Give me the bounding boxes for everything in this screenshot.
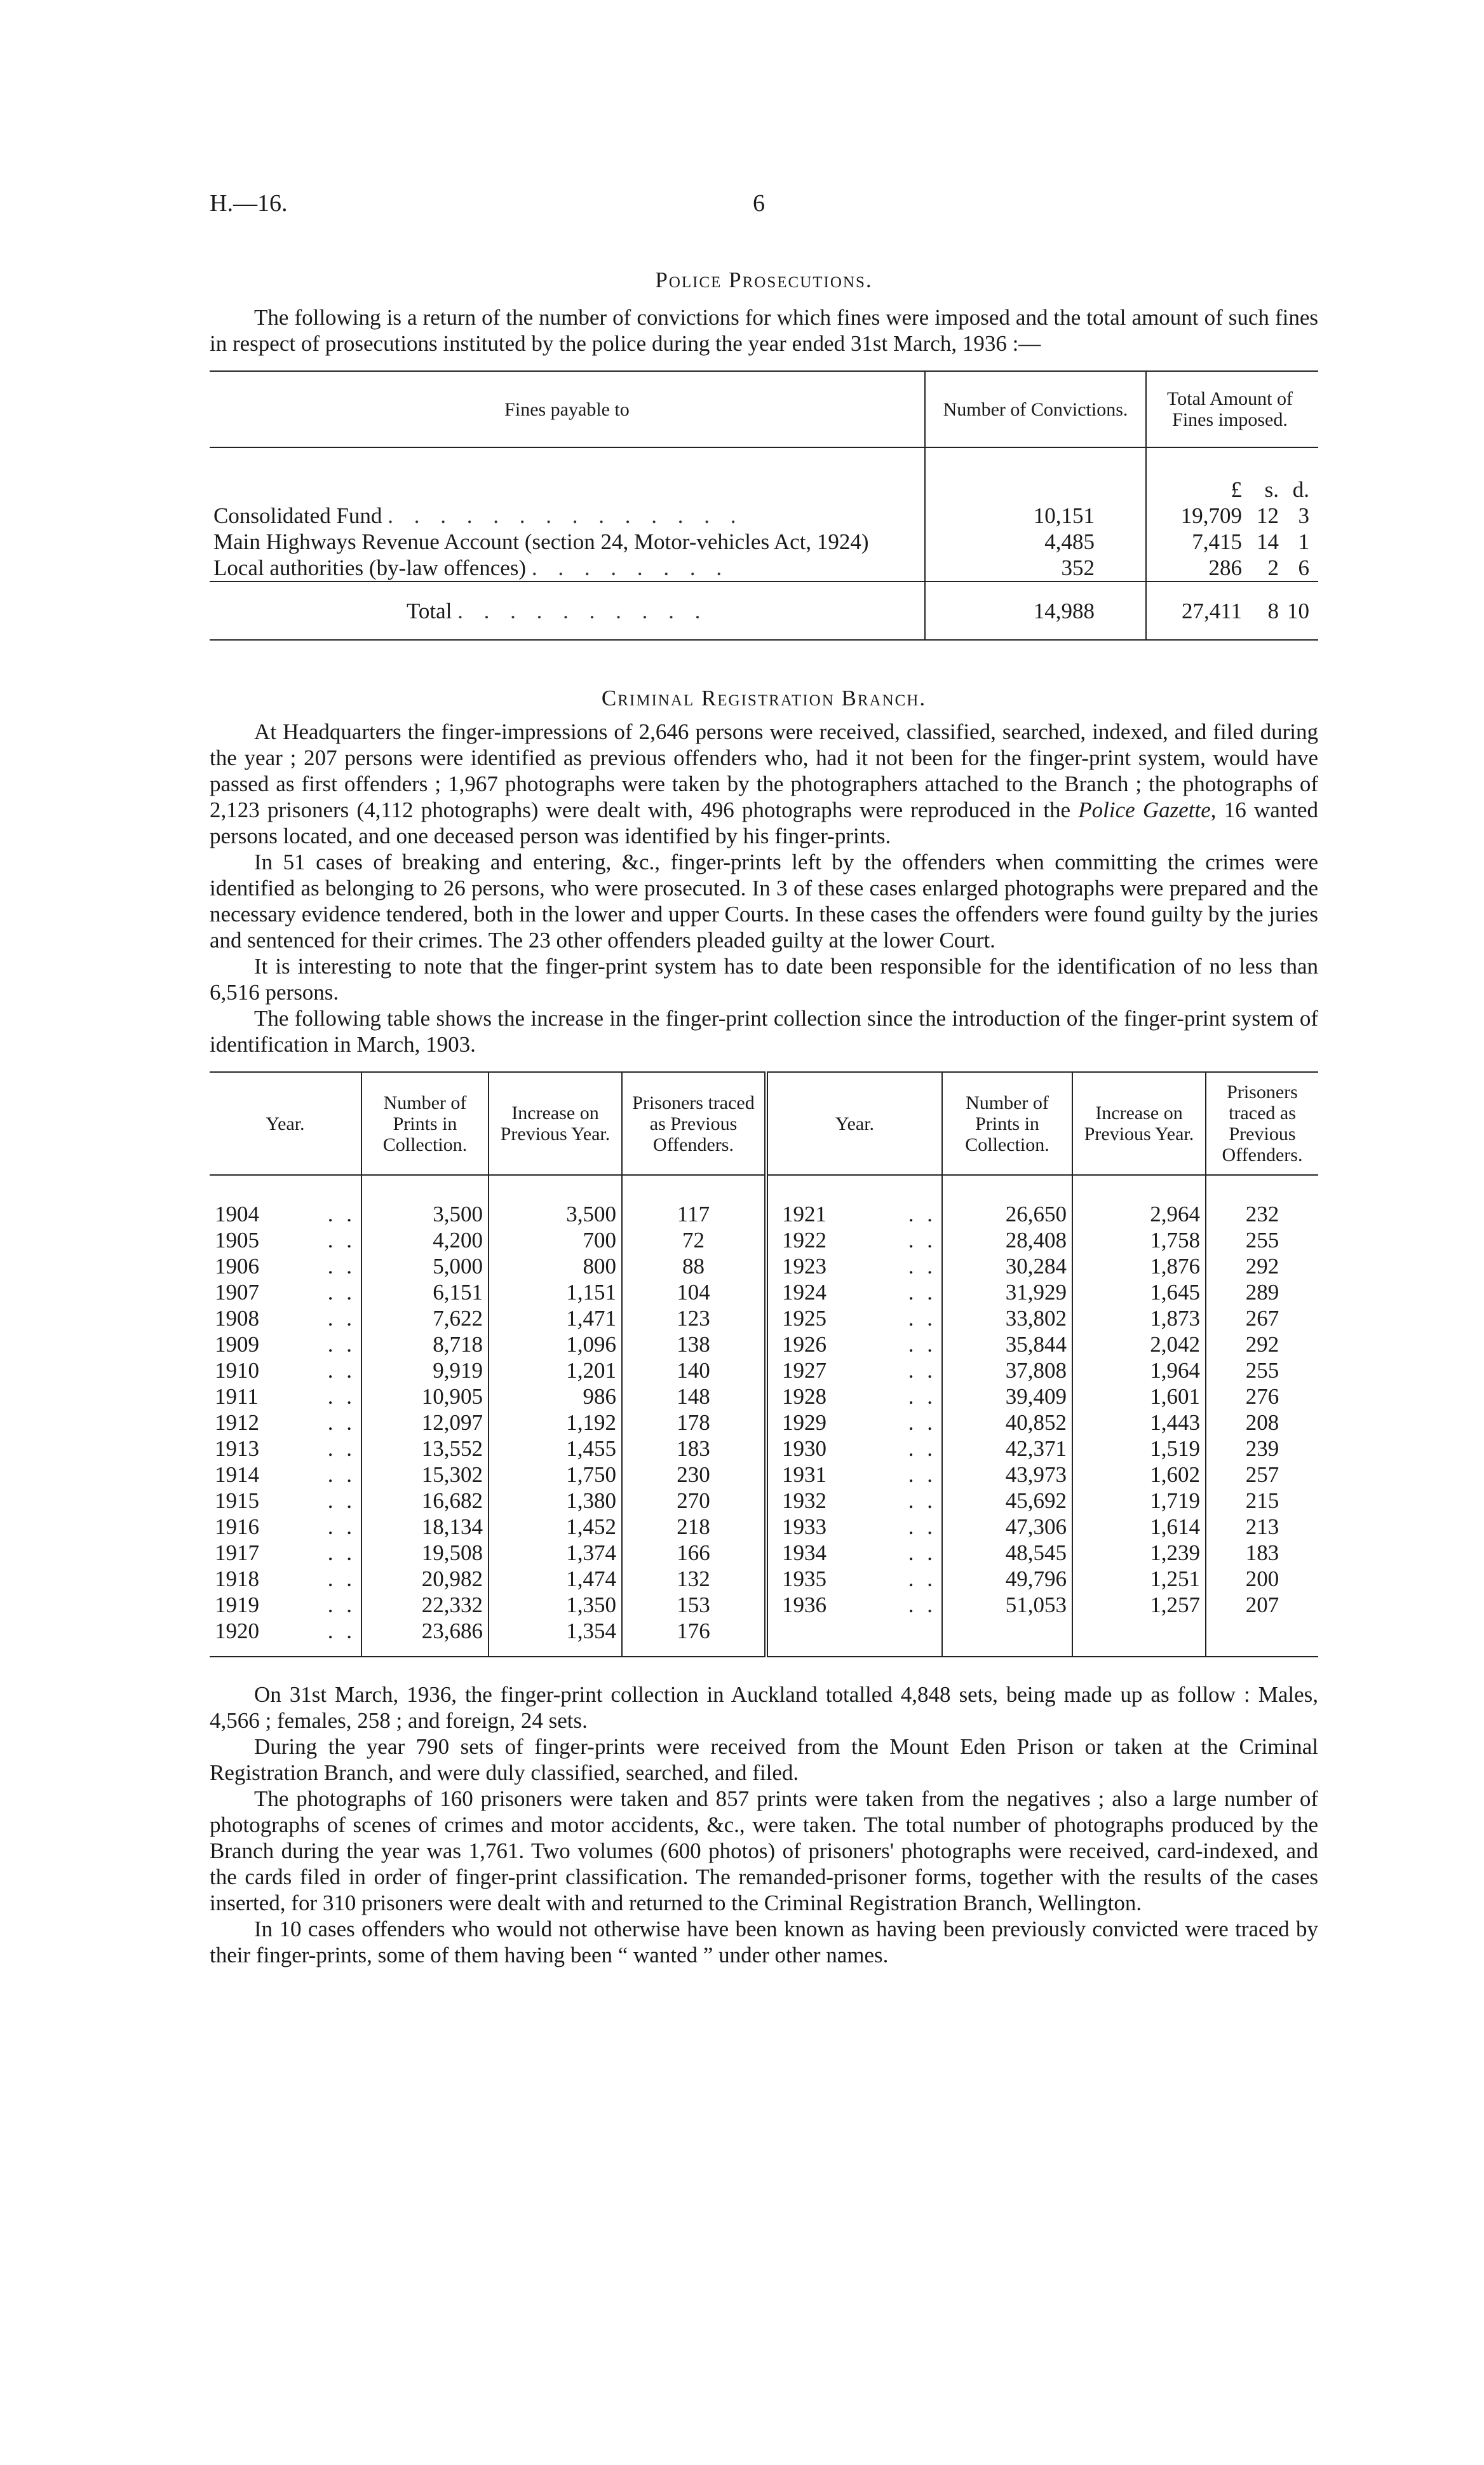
empty-cell [1072,1618,1206,1657]
year-cell [766,1592,942,1618]
amount-value [1172,555,1309,581]
year-cell [766,1305,942,1331]
leader-dots: . . [327,1254,356,1279]
table-row [210,555,1318,581]
year-value: 1904 [215,1202,259,1226]
table-row [210,1488,1318,1514]
year-cell [766,1409,942,1436]
year-value: 1921 [782,1202,826,1226]
column-header-increase: Increase on Previous Year. [489,1072,622,1175]
row-label: Local authorities (by-law offences) [213,555,527,580]
leader-dots: . . [327,1566,356,1591]
year-cell [766,1540,942,1566]
table-row [210,1436,1318,1462]
column-header-increase: Increase on Previous Year. [1072,1072,1206,1175]
year-value: 1931 [782,1462,826,1487]
prints-value: 12,097 [361,1409,489,1436]
year-value: 1920 [215,1619,259,1643]
traced-value: 176 [622,1618,766,1657]
traced-value: 255 [1206,1357,1318,1383]
leader-dots: . . [908,1332,936,1357]
year-cell [210,1592,361,1618]
leader-dots: . . [327,1332,356,1357]
year-value: 1930 [782,1436,826,1461]
convictions-value: 4,485 [925,529,1146,555]
year-cell [210,1331,361,1357]
year-cell [766,1227,942,1253]
column-header-year: Year. [210,1072,361,1175]
amount-value [1172,503,1309,529]
increase-value: 1,239 [1072,1540,1206,1566]
increase-value: 1,350 [489,1592,622,1618]
criminal-paragraph-3: It is interesting to note that the finger-print system has to date been responsible for the identification of no less than 6,516 persons. [210,954,1318,1005]
prints-value: 30,284 [942,1253,1072,1279]
leader-dots: . . [908,1254,936,1279]
table-row [210,1201,1318,1227]
prints-value: 28,408 [942,1227,1072,1253]
year-value: 1916 [215,1514,259,1539]
traced-value: 208 [1206,1409,1318,1436]
year-cell [766,1436,942,1462]
traced-value: 88 [622,1253,766,1279]
traced-value: 140 [622,1357,766,1383]
leader-dots: . . [327,1592,356,1617]
prints-value: 22,332 [361,1592,489,1618]
prints-value: 16,682 [361,1488,489,1514]
table-row [210,1227,1318,1253]
increase-value: 800 [489,1253,622,1279]
criminal-paragraph-2: In 51 cases of breaking and entering, &c., finger-prints left by the offenders when committing the crimes were identified as belonging to 26 persons, who were prosecuted. In 3 of these cases enlarged photographs were prepared and the necessary evidence tendered, both in the lower and upper Courts. In these cases the offenders were found guilty by the juries and sentenced for their crimes. The 23 other offenders pleaded guilty at the lower Court. [210,850,1318,953]
pence-label: d. [1292,477,1309,502]
year-value: 1910 [215,1358,259,1383]
year-cell [210,1227,361,1253]
traced-value: 138 [622,1331,766,1357]
document-page [210,191,1318,1968]
criminal-registration-heading: Criminal Registration Branch. [601,686,927,710]
year-value: 1933 [782,1514,826,1539]
spacer-row [210,1175,1318,1201]
pounds-value: 19,709 [1180,503,1242,528]
traced-value: 289 [1206,1279,1318,1305]
increase-value: 1,096 [489,1331,622,1357]
traced-value: 292 [1206,1331,1318,1357]
prints-value: 3,500 [361,1201,489,1227]
prints-value: 51,053 [942,1592,1072,1618]
convictions-value: 352 [925,555,1146,581]
table-row [210,503,1318,529]
table-header-row [210,1072,1318,1175]
prints-value: 4,200 [361,1227,489,1253]
total-amount [1172,598,1309,624]
prints-value: 26,650 [942,1201,1072,1227]
traced-value: 292 [1206,1253,1318,1279]
year-cell [766,1383,942,1409]
year-value: 1924 [782,1280,826,1305]
leader-dots: . . [908,1280,936,1305]
prints-value: 18,134 [361,1514,489,1540]
table-row [210,1592,1318,1618]
year-cell [766,1201,942,1227]
increase-value: 1,443 [1072,1409,1206,1436]
table-row [210,1462,1318,1488]
year-cell [766,1253,942,1279]
increase-value: 1,380 [489,1488,622,1514]
traced-value: 232 [1206,1201,1318,1227]
pounds-label: £ [1231,477,1242,502]
year-value: 1929 [782,1410,826,1435]
traced-value: 166 [622,1540,766,1566]
traced-value: 207 [1206,1592,1318,1618]
year-value: 1925 [782,1306,826,1331]
prints-value: 10,905 [361,1383,489,1409]
traced-value: 239 [1206,1436,1318,1462]
amount-value [1172,529,1309,555]
increase-value: 1,873 [1072,1305,1206,1331]
leader-dots: . . [327,1202,356,1226]
year-cell [766,1331,942,1357]
leader-dots: . . [327,1228,356,1253]
prints-value: 45,692 [942,1488,1072,1514]
leader-dots: . . . . . . . . . . [457,598,708,623]
leader-dots: . . [327,1410,356,1435]
traced-value: 276 [1206,1383,1318,1409]
leader-dots: . . [908,1384,936,1409]
table-row [210,1383,1318,1409]
column-header-traced: Prisoners traced as Previous Offenders. [1206,1072,1318,1175]
pounds-value: 27,411 [1182,598,1242,623]
year-value: 1906 [215,1254,259,1279]
year-cell [210,1409,361,1436]
year-value: 1911 [215,1384,259,1409]
leader-dots: . . [908,1306,936,1331]
prints-value: 39,409 [942,1383,1072,1409]
year-cell [210,1201,361,1227]
increase-value: 1,876 [1072,1253,1206,1279]
table-row [210,1618,1318,1657]
traced-value: 183 [622,1436,766,1462]
empty-cell [1206,1618,1318,1657]
increase-value: 1,602 [1072,1462,1206,1488]
leader-dots: . . [327,1619,356,1643]
year-cell [210,1253,361,1279]
traced-value: 104 [622,1279,766,1305]
pence-value: 10 [1287,598,1309,623]
leader-dots: . . . . . . . . . . . . . . [388,503,744,528]
increase-value: 1,455 [489,1436,622,1462]
traced-value: 153 [622,1592,766,1618]
year-value: 1934 [782,1540,826,1565]
traced-value: 200 [1206,1566,1318,1592]
year-value: 1926 [782,1332,826,1357]
increase-value: 1,645 [1072,1279,1206,1305]
leader-dots: . . [908,1358,936,1383]
year-cell [210,1383,361,1409]
year-cell [210,1305,361,1331]
pence-value: 6 [1298,555,1309,580]
year-value: 1918 [215,1566,259,1591]
empty-cell [766,1618,942,1657]
year-value: 1919 [215,1592,259,1617]
increase-value: 3,500 [489,1201,622,1227]
increase-value: 1,471 [489,1305,622,1331]
currency-row [210,477,1318,503]
year-value: 1932 [782,1488,826,1513]
prints-value: 40,852 [942,1409,1072,1436]
leader-dots: . . [908,1540,936,1565]
traced-value: 213 [1206,1514,1318,1540]
prints-value: 9,919 [361,1357,489,1383]
year-value: 1936 [782,1592,826,1617]
police-prosecutions-table [210,370,1318,641]
traced-value: 267 [1206,1305,1318,1331]
table-row [210,1514,1318,1540]
leader-dots: . . [908,1514,936,1539]
increase-value: 2,042 [1072,1331,1206,1357]
prints-value: 7,622 [361,1305,489,1331]
year-cell [210,1436,361,1462]
increase-value: 1,964 [1072,1357,1206,1383]
year-cell [210,1540,361,1566]
increase-value: 1,201 [489,1357,622,1383]
closing-paragraph-3: The photographs of 160 prisoners were taken and 857 prints were taken from the negatives ; also a large number of photographs of scenes of crimes and motor accidents, &c., were taken. The total number of photographs produced by the Branch during the year was 1,761. Two volumes (600 photos) of prisoners' photographs were received, card-indexed, and the cards filed in order of finger-print classification. The remanded-prisoner forms, together with the results of the cases inserted, for 310 prisoners were dealt with and returned to the Criminal Registration Branch, Wellington. [210,1786,1318,1915]
year-cell [766,1488,942,1514]
table-header-row [210,371,1318,447]
pence-value: 1 [1298,529,1309,554]
leader-dots: . . [327,1358,356,1383]
leader-dots: . . [908,1202,936,1226]
increase-value: 1,452 [489,1514,622,1540]
leader-dots: . . [327,1306,356,1331]
leader-dots: . . [908,1462,936,1487]
increase-value: 1,151 [489,1279,622,1305]
row-label: Main Highways Revenue Account (section 24, Motor-vehicles Act, 1924) [213,529,869,554]
leader-dots: . . [327,1280,356,1305]
year-cell [210,1357,361,1383]
table-row [210,1305,1318,1331]
increase-value: 1,614 [1072,1514,1206,1540]
traced-value: 178 [622,1409,766,1436]
increase-value: 1,719 [1072,1488,1206,1514]
traced-value: 132 [622,1566,766,1592]
police-gazette-title: Police Gazette [1078,798,1211,822]
prints-value: 31,929 [942,1279,1072,1305]
table-row [210,1540,1318,1566]
page-number: 6 [753,190,765,217]
shillings-value: 12 [1257,503,1279,528]
year-cell [766,1514,942,1540]
leader-dots: . . [327,1384,356,1409]
police-prosecutions-heading: Police Prosecutions. [655,268,873,292]
year-value: 1905 [215,1228,259,1253]
leader-dots: . . . . . . . . [531,555,730,580]
leader-dots: . . [327,1540,356,1565]
prints-value: 47,306 [942,1514,1072,1540]
table-row [210,1566,1318,1592]
finger-print-collection-table [210,1071,1318,1657]
page-header [210,191,1318,229]
prints-value: 8,718 [361,1331,489,1357]
leader-dots: . . [908,1566,936,1591]
convictions-value: 10,151 [925,503,1146,529]
prints-value: 43,973 [942,1462,1072,1488]
paragraph-text: At Headquarters the finger-impressions of 2,646 persons were received, classified, searched, indexed, and filed during the year ; 207 persons were identified as previous offenders who, had it not been for the finger-print system, would have passed as first offenders ; 1,967 photographs were taken by the photographers attached to the Branch ; the photographs of 2,123 prisoners (4,112 photographs) were dealt with, 496 photographs were reproduced in the [210,719,1318,822]
total-convictions: 14,988 [925,581,1146,640]
leader-dots: . . [908,1592,936,1617]
increase-value: 1,257 [1072,1592,1206,1618]
table-row [210,1253,1318,1279]
paragraph-text: , 16 wanted persons located, and one deceased person was identified by his finger-prints. [210,798,1318,848]
year-cell [210,1618,361,1657]
traced-value: 117 [622,1201,766,1227]
increase-value: 1,474 [489,1566,622,1592]
traced-value: 183 [1206,1540,1318,1566]
year-value: 1917 [215,1540,259,1565]
year-cell [766,1462,942,1488]
table-row [210,1409,1318,1436]
column-header-convictions: Number of Convictions. [925,371,1146,447]
prints-value: 15,302 [361,1462,489,1488]
traced-value: 270 [622,1488,766,1514]
column-header-fines-payable: Fines payable to [210,371,925,447]
year-cell [766,1279,942,1305]
year-value: 1935 [782,1566,826,1591]
increase-value: 700 [489,1227,622,1253]
increase-value: 1,192 [489,1409,622,1436]
increase-value: 1,601 [1072,1383,1206,1409]
year-value: 1923 [782,1254,826,1279]
leader-dots: . . [908,1436,936,1461]
traced-value: 148 [622,1383,766,1409]
traced-value: 72 [622,1227,766,1253]
column-header-year: Year. [766,1072,942,1175]
year-cell [210,1514,361,1540]
prints-value: 42,371 [942,1436,1072,1462]
leader-dots: . . [327,1514,356,1539]
column-header-prints: Number of Prints in Collection. [942,1072,1072,1175]
table-row [210,1279,1318,1305]
total-label: Total [407,598,452,623]
increase-value: 1,758 [1072,1227,1206,1253]
total-row [210,581,1318,640]
prints-value: 48,545 [942,1540,1072,1566]
prints-value: 19,508 [361,1540,489,1566]
criminal-paragraph-1 [210,719,1318,849]
traced-value: 215 [1206,1488,1318,1514]
currency-units [1172,477,1309,503]
leader-dots: . . [327,1436,356,1461]
shillings-value: 2 [1267,555,1279,580]
pounds-value: 286 [1208,555,1242,580]
year-cell [210,1279,361,1305]
leader-dots: . . [908,1488,936,1513]
leader-dots: . . [908,1410,936,1435]
prints-value: 23,686 [361,1618,489,1657]
increase-value: 1,251 [1072,1566,1206,1592]
prints-value: 49,796 [942,1566,1072,1592]
year-cell [210,1488,361,1514]
year-value: 1908 [215,1306,259,1331]
increase-value: 1,750 [489,1462,622,1488]
criminal-paragraph-4: The following table shows the increase in the finger-print collection since the introduction of the finger-print system of identification in March, 1903. [210,1006,1318,1057]
traced-value: 255 [1206,1227,1318,1253]
year-value: 1909 [215,1332,259,1357]
year-cell [766,1357,942,1383]
spacer-row [210,447,1318,477]
column-header-prints: Number of Prints in Collection. [361,1072,489,1175]
shillings-value: 8 [1267,598,1279,623]
row-label: Consolidated Fund [213,503,382,528]
year-value: 1914 [215,1462,259,1487]
table-row [210,1331,1318,1357]
table-row [210,529,1318,555]
increase-value: 1,354 [489,1618,622,1657]
column-header-traced: Prisoners traced as Previous Offenders. [622,1072,766,1175]
year-value: 1913 [215,1436,259,1461]
prints-value: 13,552 [361,1436,489,1462]
leader-dots: . . [327,1462,356,1487]
closing-paragraph-1: On 31st March, 1936, the finger-print collection in Auckland totalled 4,848 sets, being made up as follow : Males, 4,566 ; females, 258 ; and foreign, 24 sets. [210,1682,1318,1733]
document-reference: H.—16. [210,190,288,217]
increase-value: 2,964 [1072,1201,1206,1227]
year-value: 1927 [782,1358,826,1383]
prints-value: 33,802 [942,1305,1072,1331]
prints-value: 5,000 [361,1253,489,1279]
prints-value: 37,808 [942,1357,1072,1383]
increase-value: 986 [489,1383,622,1409]
column-header-amount: Total Amount of Fines imposed. [1146,371,1318,447]
year-value: 1907 [215,1280,259,1305]
traced-value: 230 [622,1462,766,1488]
prints-value: 6,151 [361,1279,489,1305]
year-value: 1915 [215,1488,259,1513]
traced-value: 123 [622,1305,766,1331]
pence-value: 3 [1298,503,1309,528]
year-cell [210,1566,361,1592]
pounds-value: 7,415 [1192,529,1242,554]
increase-value: 1,374 [489,1540,622,1566]
year-cell [766,1566,942,1592]
traced-value: 257 [1206,1462,1318,1488]
year-value: 1928 [782,1384,826,1409]
shillings-value: 14 [1257,529,1279,554]
closing-paragraph-4: In 10 cases offenders who would not otherwise have been known as having been previously convicted were traced by their finger-prints, some of them having been “ wanted ” under other names. [210,1917,1318,1967]
increase-value: 1,519 [1072,1436,1206,1462]
shillings-label: s. [1264,477,1279,502]
year-value: 1912 [215,1410,259,1435]
empty-cell [942,1618,1072,1657]
traced-value: 218 [622,1514,766,1540]
prints-value: 20,982 [361,1566,489,1592]
table-row [210,1357,1318,1383]
closing-paragraph-2: During the year 790 sets of finger-prints were received from the Mount Eden Prison or taken at the Criminal Registration Branch, and were duly classified, searched, and filed. [210,1734,1318,1785]
leader-dots: . . [327,1488,356,1513]
police-intro-paragraph: The following is a return of the number of convictions for which fines were imposed and the total amount of such fines in respect of prosecutions instituted by the police during the year ended 31st March, 1936 :— [210,305,1318,356]
year-cell [210,1462,361,1488]
prints-value: 35,844 [942,1331,1072,1357]
leader-dots: . . [908,1228,936,1253]
year-value: 1922 [782,1228,826,1253]
